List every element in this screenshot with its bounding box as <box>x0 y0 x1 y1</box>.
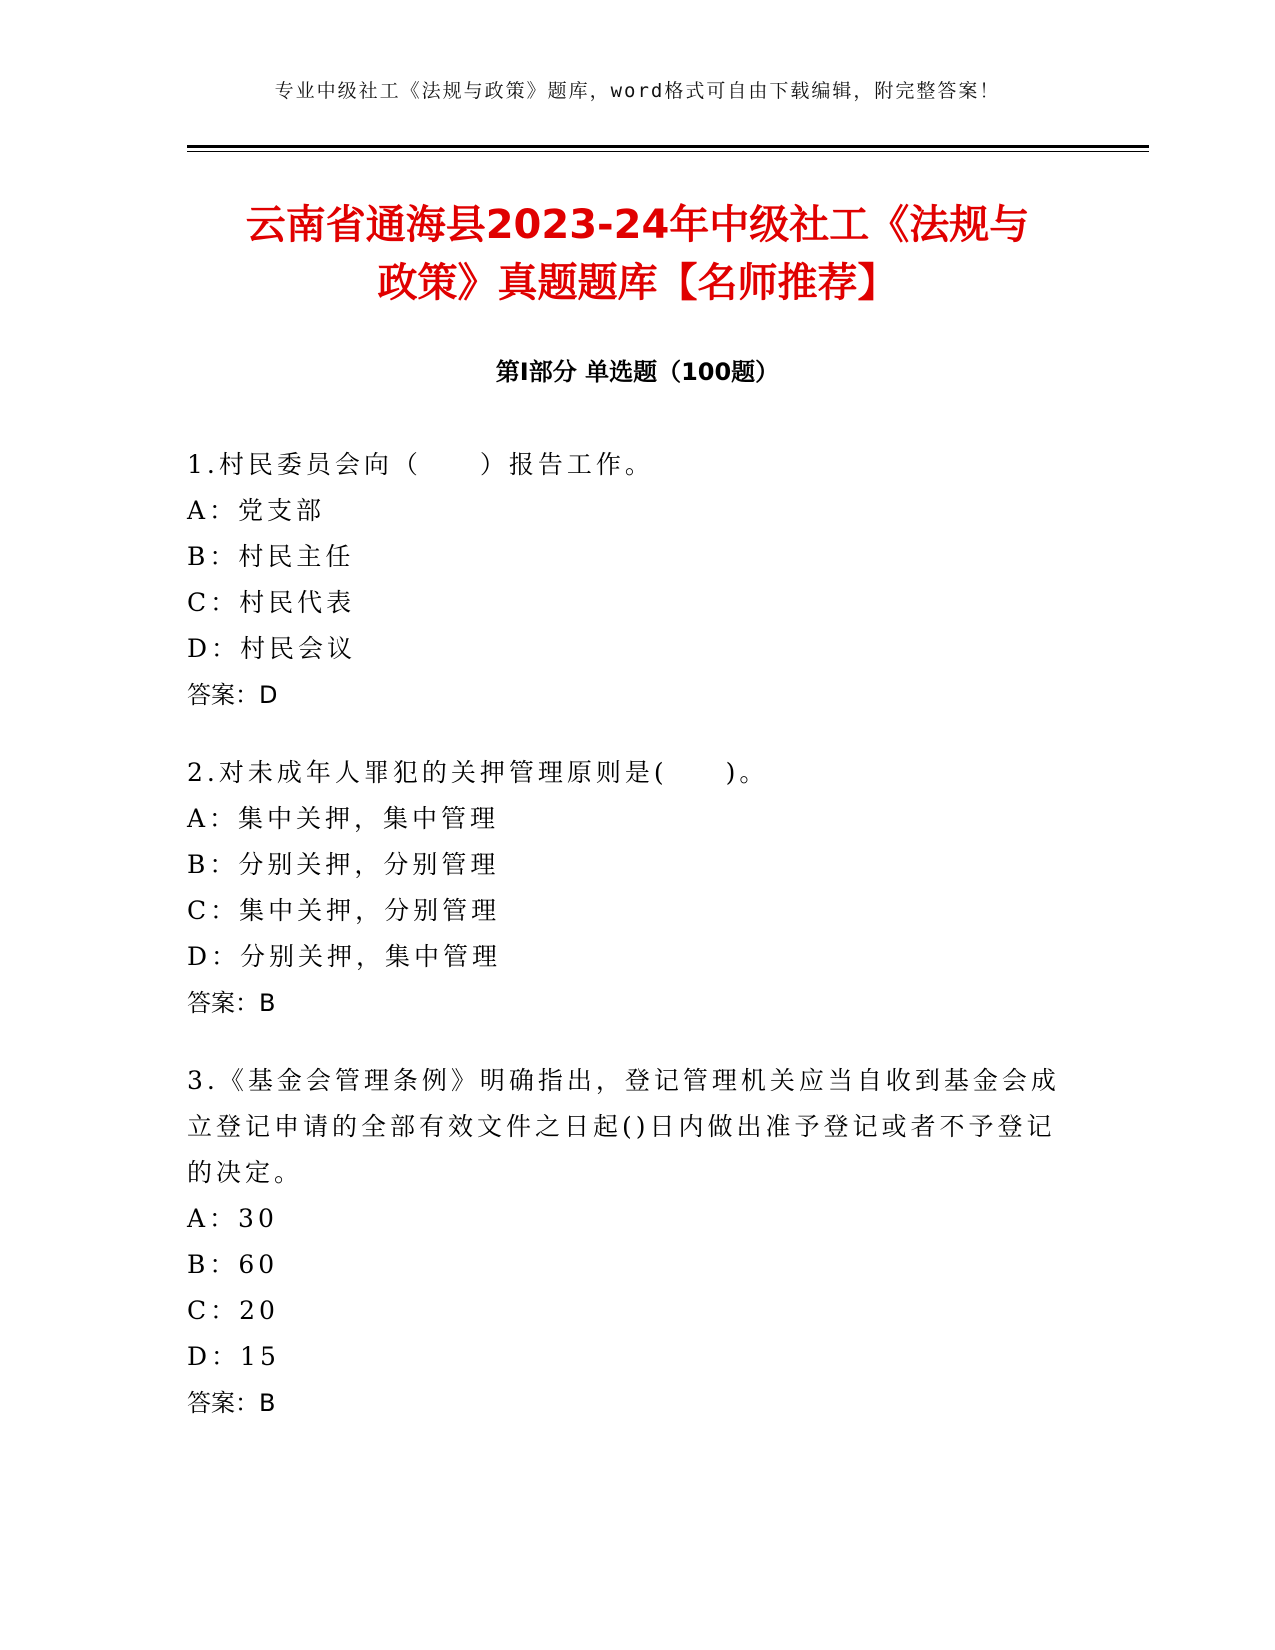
question-stem-line-2: 立登记申请的全部有效文件之日起()日内做出准予登记或者不予登记 <box>187 1112 1056 1141</box>
header-note: 专业中级社工《法规与政策》题库，word格式可自由下载编辑，附完整答案！ <box>274 80 1001 102</box>
option-c: C：集中关押，分别管理 <box>187 896 501 925</box>
question-3 <box>187 1058 1067 1426</box>
question-1 <box>187 442 1067 718</box>
question-stem: 1.村民委员会向（ ）报告工作。 <box>187 450 654 479</box>
option-c: C：20 <box>187 1296 279 1325</box>
title-line-1: 云南省通海县2023-24年中级社工《法规与 <box>245 202 1030 248</box>
option-d: D：分别关押，集中管理 <box>187 942 502 971</box>
section-heading: 第I部分 单选题（100题） <box>495 358 780 386</box>
option-b: B：分别关押，分别管理 <box>187 850 500 879</box>
option-d: D：15 <box>187 1342 280 1371</box>
question-stem: 2.对未成年人罪犯的关押管理原则是( )。 <box>187 758 769 787</box>
answer: 答案：B <box>187 1389 276 1417</box>
answer: 答案：D <box>187 681 278 709</box>
answer: 答案：B <box>187 989 276 1017</box>
question-list <box>187 442 1067 1458</box>
header-divider-thin <box>187 151 1149 152</box>
option-a: A：集中关押，集中管理 <box>187 804 500 833</box>
option-b: B：村民主任 <box>187 542 355 571</box>
header-divider-thick <box>187 145 1149 148</box>
title-line-2: 政策》真题题库【名师推荐】 <box>377 260 898 306</box>
option-a: A：党支部 <box>187 496 326 525</box>
option-d: D：村民会议 <box>187 634 357 663</box>
question-stem-line-1: 3.《基金会管理条例》明确指出，登记管理机关应当自收到基金会成 <box>187 1066 1060 1095</box>
question-2 <box>187 750 1067 1026</box>
question-stem-line-3: 的决定。 <box>187 1158 304 1187</box>
option-c: C：村民代表 <box>187 588 356 617</box>
option-a: A：30 <box>187 1204 278 1233</box>
document-title <box>150 196 1125 312</box>
option-b: B：60 <box>187 1250 279 1279</box>
